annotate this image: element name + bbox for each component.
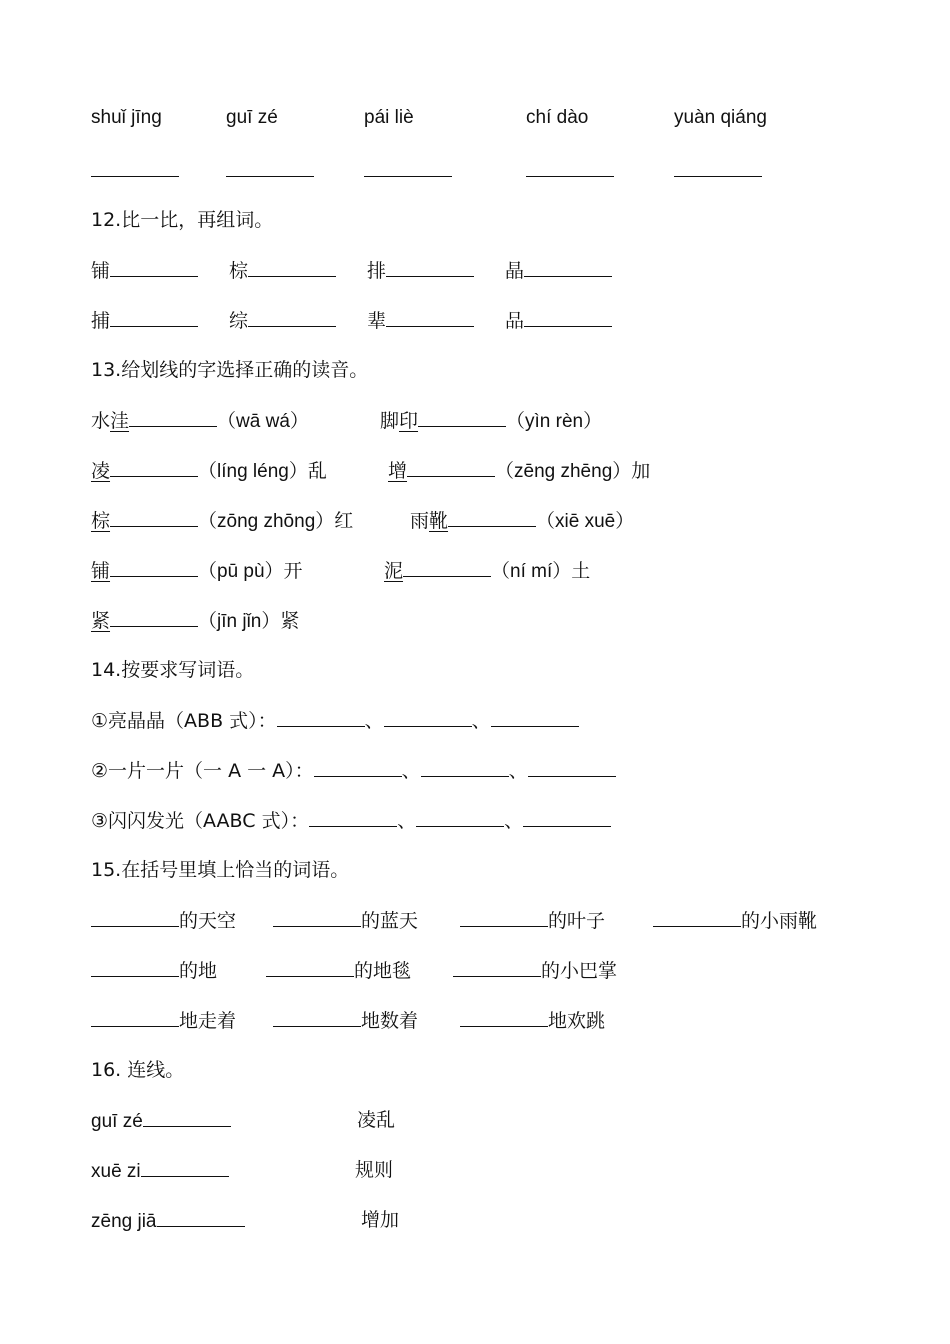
answer-blank[interactable] (416, 806, 504, 827)
q13-underlined-char: 铺 (91, 560, 111, 582)
answer-blank[interactable] (653, 906, 741, 927)
q14-label: ②一片一片（一 A 一 A）： (91, 760, 314, 782)
answer-blank[interactable] (110, 506, 198, 527)
q15-phrase: 地欢跳 (548, 1010, 606, 1032)
answer-blank[interactable] (386, 306, 474, 327)
q13-options: （pū pù）开 (198, 561, 303, 582)
answer-blank[interactable] (157, 1206, 245, 1227)
q15-phrase: 地走着 (179, 1010, 237, 1032)
q15-phrase: 的叶子 (548, 910, 606, 932)
answer-blank[interactable] (418, 406, 506, 427)
q13-underlined-char: 靴 (429, 510, 449, 532)
q15-phrase: 的地毯 (354, 960, 412, 982)
q12-char: 综 (229, 310, 249, 332)
pinyin-1: shuǐ jīng (91, 107, 162, 128)
q13-underlined-char: 泥 (384, 560, 404, 582)
separator: 、 (397, 810, 417, 832)
q14-item-3 (91, 806, 611, 834)
separator: 、 (471, 710, 491, 732)
answer-blank[interactable] (91, 906, 179, 927)
separator: 、 (401, 760, 421, 782)
q13-underlined-char: 印 (399, 410, 419, 432)
q13-prefix: 脚 (380, 410, 400, 432)
answer-blank[interactable] (273, 1006, 361, 1027)
answer-blank[interactable] (129, 406, 217, 427)
answer-blank[interactable] (273, 906, 361, 927)
answer-blank[interactable] (526, 156, 614, 177)
q13-options: （ní mí）土 (491, 561, 591, 582)
answer-blank[interactable] (248, 306, 336, 327)
q13-underlined-char: 凌 (91, 460, 111, 482)
answer-blank[interactable] (453, 956, 541, 977)
pinyin-2: guī zé (226, 107, 278, 128)
answer-blank[interactable] (364, 156, 452, 177)
q15-phrase: 地数着 (361, 1010, 419, 1032)
answer-blank[interactable] (460, 1006, 548, 1027)
q15-title: 15.在括号里填上恰当的词语。 (91, 859, 350, 881)
answer-blank[interactable] (524, 306, 612, 327)
answer-blank[interactable] (523, 806, 611, 827)
answer-blank[interactable] (524, 256, 612, 277)
answer-blank[interactable] (407, 456, 495, 477)
separator: 、 (508, 760, 528, 782)
answer-blank[interactable] (110, 606, 198, 627)
q16-title: 16. 连线。 (91, 1059, 185, 1081)
answer-blank[interactable] (91, 956, 179, 977)
answer-blank[interactable] (491, 706, 579, 727)
pinyin-3: pái liè (364, 107, 414, 128)
answer-blank[interactable] (248, 256, 336, 277)
answer-blank[interactable] (91, 156, 179, 177)
q13-options: （jīn jǐn）紧 (198, 611, 300, 632)
q12-char: 辈 (367, 310, 387, 332)
q16-pinyin: zēng jiā (91, 1211, 157, 1232)
q13-title: 13.给划线的字选择正确的读音。 (91, 359, 369, 381)
answer-blank[interactable] (460, 906, 548, 927)
separator: 、 (504, 810, 524, 832)
answer-blank[interactable] (674, 156, 762, 177)
q12-char: 品 (505, 310, 525, 332)
answer-blank[interactable] (226, 156, 314, 177)
answer-blank[interactable] (143, 1106, 231, 1127)
q14-item-1 (91, 706, 579, 734)
q12-char: 棕 (229, 260, 249, 282)
q14-label: ①亮晶晶（ABB 式）： (91, 710, 277, 732)
q12-char: 晶 (505, 260, 525, 282)
q13-prefix: 雨 (410, 510, 430, 532)
answer-blank[interactable] (110, 306, 198, 327)
answer-blank[interactable] (266, 956, 354, 977)
answer-blank[interactable] (91, 1006, 179, 1027)
q13-options: （zōng zhōng）红 (198, 511, 354, 532)
answer-blank[interactable] (314, 756, 402, 777)
q13-options: （líng léng）乱 (198, 461, 327, 482)
q13-options: （zēng zhēng）加 (495, 461, 651, 482)
answer-blank[interactable] (110, 456, 198, 477)
answer-blank[interactable] (528, 756, 616, 777)
q16-word[interactable]: 凌乱 (357, 1109, 396, 1131)
pinyin-4: chí dào (526, 107, 589, 128)
q15-phrase: 的小巴掌 (541, 960, 618, 982)
answer-blank[interactable] (403, 556, 491, 577)
q13-options: （yìn rèn） (506, 411, 603, 432)
q13-options: （wā wá） (217, 411, 309, 432)
q14-item-2 (91, 756, 616, 784)
q13-underlined-char: 增 (388, 460, 408, 482)
q12-char: 铺 (91, 260, 111, 282)
answer-blank[interactable] (110, 256, 198, 277)
q16-word[interactable]: 增加 (361, 1209, 400, 1231)
q15-phrase: 的天空 (179, 910, 237, 932)
q14-title: 14.按要求写词语。 (91, 659, 255, 681)
q12-char: 排 (367, 260, 387, 282)
q14-label: ③闪闪发光（AABC 式）： (91, 810, 310, 832)
answer-blank[interactable] (448, 506, 536, 527)
answer-blank[interactable] (386, 256, 474, 277)
pinyin-5: yuàn qiáng (674, 107, 767, 128)
q13-options: （xiē xuē） (536, 511, 635, 532)
q13-underlined-char: 紧 (91, 610, 111, 632)
q12-title: 12.比一比，再组词。 (91, 209, 274, 231)
q15-phrase: 的小雨靴 (741, 910, 818, 932)
q13-underlined-char: 洼 (110, 410, 130, 432)
answer-blank[interactable] (384, 706, 472, 727)
answer-blank[interactable] (309, 806, 397, 827)
answer-blank[interactable] (141, 1156, 229, 1177)
q15-phrase: 的蓝天 (361, 910, 419, 932)
answer-blank[interactable] (277, 706, 365, 727)
q16-pinyin: guī zé (91, 1111, 143, 1132)
q13-underlined-char: 棕 (91, 510, 111, 532)
q16-pinyin: xuē zi (91, 1161, 141, 1182)
q12-char: 捕 (91, 310, 111, 332)
q16-word[interactable]: 规则 (355, 1159, 394, 1181)
answer-blank[interactable] (110, 556, 198, 577)
separator: 、 (364, 710, 384, 732)
answer-blank[interactable] (421, 756, 509, 777)
q13-prefix: 水 (91, 410, 111, 432)
q15-phrase: 的地 (179, 960, 218, 982)
